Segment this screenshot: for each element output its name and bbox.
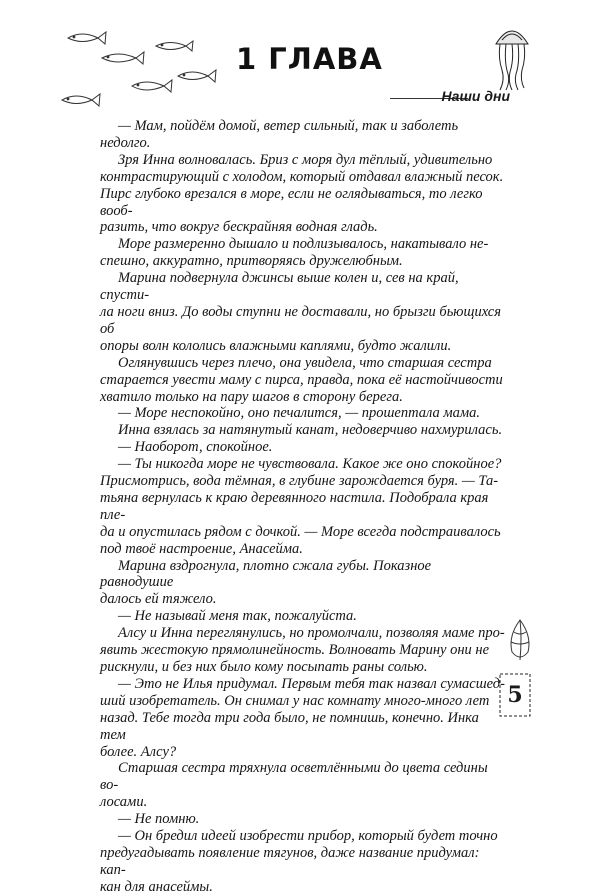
paragraph: — Это не Илья придумал. Первым тебя так назвал сумасшед- ший изобретатель. Он снимал у нас комнату много-много лет назад. Тебе тогда три года было, не помнишь, конечно. Инка тем более. Алсу? [100, 675, 505, 760]
paragraph: Марина вздрогнула, плотно сжала губы. Показное равнодушие далось ей тяжело. [100, 557, 432, 608]
fish-school-icon [60, 20, 220, 120]
paragraph: Оглянувшись через плечо, она увидела, что старшая сестра старается увести маму с пирса, правда, пока её настойчивости хватило только на пару шагов в сторону берега. [100, 354, 503, 405]
paragraph: — Не помню. [118, 811, 200, 828]
paragraph: — Море неспокойно, оно печалится, — прошептала мама. [118, 405, 481, 422]
paragraph: Зря Инна волновалась. Бриз с моря дул тёплый, удивительно контрастирующий с холодом, который отдавал влажный песок. Пирс глубоко врезался в море, если не оглядываться, то легко вооб- разить, что вокруг бескрайняя водная гладь. [100, 151, 504, 236]
paragraph: — Наоборот, спокойное. [118, 439, 273, 456]
paragraph: Море размеренно дышало и подлизывалось, накатывало не- спешно, аккуратно, притворяясь дружелюбным. [100, 236, 489, 270]
paragraph: — Он бредил идеей изобрести прибор, который будет точно предугадывать появление тягунов, даже название придумал: кап- кан для анасеймы. [100, 828, 498, 895]
paragraph: Марина подвернула джинсы выше колен и, сев на край, спусти- ла ноги вниз. До воды ступни не доставали, но брызги бьющихся об опоры волн кололись влажными каплями, будто жалили. [100, 270, 501, 354]
paragraph: Алсу и Инна переглянулись, но промолчали, позволяя маме про- явить жестокую прямолинейность. Волновать Марину они не рискнули, и без них было кому посыпать раны солью. [100, 625, 505, 675]
paragraph: — Мам, пойдём домой, ветер сильный, так и заболеть недолго. [100, 118, 459, 151]
seashell-icon [506, 618, 534, 664]
jellyfish-icon [492, 22, 532, 92]
chapter-body-text [100, 118, 505, 896]
chapter-subtitle: Наши дни [441, 88, 510, 104]
paragraph: Инна взялась за натянутый канат, недоверчиво нахмурилась. [118, 422, 503, 439]
page-number: 5 [507, 682, 523, 708]
chapter-title: 1 ГЛАВА [236, 42, 383, 76]
paragraph: Старшая сестра тряхнула осветлёнными до цвета седины во- лосами. [100, 760, 488, 811]
paragraph: — Ты никогда море не чувствовала. Какое же оно спокойное? Присмотрись, вода тёмная, в глубине зарождается буря. — Та- тьяна вернулась к краю деревянного настила. Подобрала края пле- да и опустилась рядом с дочкой. — Море всегда подстраивалось под твоё настроение, Анасейма. [100, 456, 502, 557]
paragraph: — Не называй меня так, пожалуйста. [118, 608, 357, 625]
